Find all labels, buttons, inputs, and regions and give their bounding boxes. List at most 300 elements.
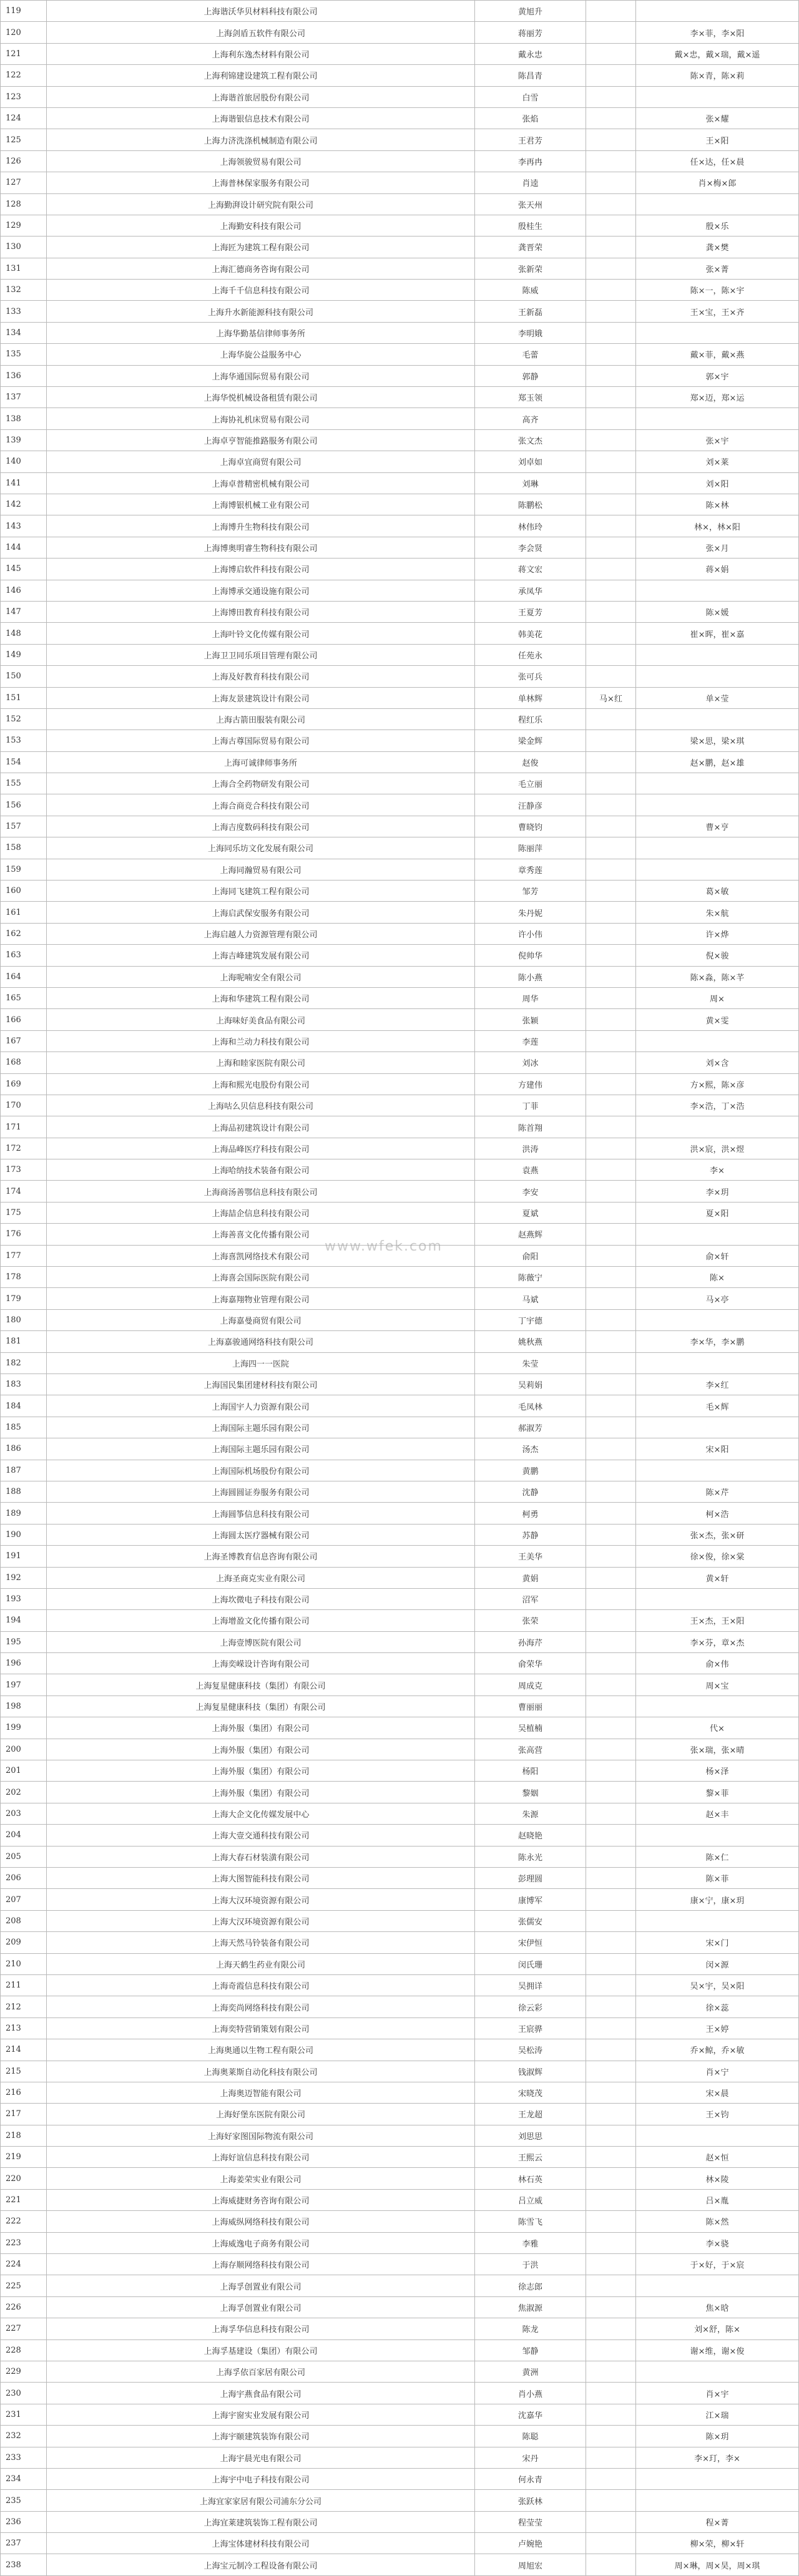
row-number: 162 xyxy=(1,923,47,944)
person-name: 刘卓如 xyxy=(475,451,586,472)
person-name: 吴拥详 xyxy=(475,1974,586,1996)
company-name: 上海奥通以生物工程有限公司 xyxy=(47,2039,475,2061)
company-name: 上海喜凯网络技术有限公司 xyxy=(47,1245,475,1266)
table-row xyxy=(1,1889,799,1910)
company-name: 上海圣商克实业有限公司 xyxy=(47,1567,475,1588)
extra-name xyxy=(586,1352,636,1373)
row-number: 229 xyxy=(1,2361,47,2382)
children-names: 徐×蕊 xyxy=(636,1996,799,2017)
table-row xyxy=(1,1009,799,1030)
company-name: 上海博启软件科技有限公司 xyxy=(47,559,475,580)
person-name: 陈雪飞 xyxy=(475,2211,586,2232)
row-number: 173 xyxy=(1,1159,47,1181)
row-number: 151 xyxy=(1,687,47,708)
company-name: 上海品峰医疗科技有限公司 xyxy=(47,1138,475,1159)
row-number: 186 xyxy=(1,1438,47,1460)
extra-name xyxy=(586,1202,636,1223)
table-row xyxy=(1,301,799,322)
company-name: 上海品初建筑设计有限公司 xyxy=(47,1116,475,1138)
person-name: 马斌 xyxy=(475,1288,586,1309)
row-number: 214 xyxy=(1,2039,47,2061)
row-number: 130 xyxy=(1,237,47,258)
company-name: 上海可诚律师事务所 xyxy=(47,751,475,773)
children-names: 张×杰，张×研 xyxy=(636,1524,799,1545)
table-row xyxy=(1,150,799,172)
table-row xyxy=(1,1996,799,2017)
company-name: 上海汇德商务咨询有限公司 xyxy=(47,258,475,279)
children-names: 刘×阳 xyxy=(636,472,799,494)
row-number: 176 xyxy=(1,1224,47,1245)
company-name: 上海国际主题乐园有限公司 xyxy=(47,1438,475,1460)
row-number: 150 xyxy=(1,666,47,687)
row-number: 135 xyxy=(1,344,47,365)
row-number: 188 xyxy=(1,1481,47,1502)
person-name: 柯勇 xyxy=(475,1503,586,1524)
row-number: 194 xyxy=(1,1610,47,1631)
children-names: 陈×一，陈×宇 xyxy=(636,280,799,301)
person-name: 彭理圆 xyxy=(475,1867,586,1888)
row-number: 155 xyxy=(1,773,47,794)
table-row xyxy=(1,215,799,236)
person-name: 陈昌青 xyxy=(475,65,586,86)
row-number: 124 xyxy=(1,107,47,129)
person-name: 张天州 xyxy=(475,193,586,215)
person-name: 邹芳 xyxy=(475,881,586,902)
row-number: 144 xyxy=(1,537,47,558)
person-name: 王熙云 xyxy=(475,2147,586,2168)
person-name: 俞荣华 xyxy=(475,1653,586,1674)
company-name: 上海孚创置业有限公司 xyxy=(47,2275,475,2296)
company-name: 上海好谊信息科技有限公司 xyxy=(47,2147,475,2168)
children-names: 俞×伟 xyxy=(636,1653,799,1674)
extra-name xyxy=(586,644,636,665)
company-name: 上海威捷财务咨询有限公司 xyxy=(47,2189,475,2210)
extra-name xyxy=(586,945,636,966)
children-names: 夏×阳 xyxy=(636,1202,799,1223)
extra-name xyxy=(586,2361,636,2382)
children-names xyxy=(636,1910,799,1931)
person-name: 白雪 xyxy=(475,86,586,107)
table-row xyxy=(1,2039,799,2061)
person-name: 郝淑芳 xyxy=(475,1417,586,1438)
row-number: 161 xyxy=(1,902,47,923)
person-name: 陈威 xyxy=(475,280,586,301)
company-name: 上海利东逸杰材料有限公司 xyxy=(47,43,475,64)
company-name: 上海同乐坊文化发展有限公司 xyxy=(47,837,475,859)
company-name: 上海大汉环境资源有限公司 xyxy=(47,1889,475,1910)
table-row xyxy=(1,65,799,86)
table-row xyxy=(1,494,799,515)
row-number: 140 xyxy=(1,451,47,472)
person-name: 黎姻 xyxy=(475,1782,586,1803)
extra-name xyxy=(586,773,636,794)
extra-name xyxy=(586,1631,636,1652)
extra-name xyxy=(586,2296,636,2318)
company-name: 上海圆圆证券服务有限公司 xyxy=(47,1481,475,1502)
row-number: 202 xyxy=(1,1782,47,1803)
company-name: 上海宜莱建筑装饰工程有限公司 xyxy=(47,2511,475,2532)
table-row xyxy=(1,816,799,837)
company-name: 上海威逸电子商务有限公司 xyxy=(47,2232,475,2253)
children-names xyxy=(636,708,799,729)
children-names: 肖×宁 xyxy=(636,2061,799,2082)
company-name: 上海奕嵘设计咨询有限公司 xyxy=(47,1653,475,1674)
children-names: 徐×俊，徐×棠 xyxy=(636,1546,799,1567)
person-name: 杨阳 xyxy=(475,1760,586,1782)
company-name: 上海宇窗实业发展有限公司 xyxy=(47,2404,475,2425)
extra-name xyxy=(586,1846,636,1867)
children-names: 刘×含 xyxy=(636,1052,799,1073)
company-name: 上海博银机械工业有限公司 xyxy=(47,494,475,515)
company-name: 上海复星健康科技（集团）有限公司 xyxy=(47,1695,475,1717)
table-row xyxy=(1,708,799,729)
extra-name xyxy=(586,387,636,408)
person-name: 肖逵 xyxy=(475,172,586,193)
extra-name xyxy=(586,987,636,1008)
extra-name xyxy=(586,2211,636,2232)
person-name: 汤杰 xyxy=(475,1438,586,1460)
children-names: 朱×航 xyxy=(636,902,799,923)
extra-name xyxy=(586,537,636,558)
company-name: 上海坎微电子科技有限公司 xyxy=(47,1588,475,1609)
children-names xyxy=(636,2275,799,2296)
extra-name xyxy=(586,1782,636,1803)
person-name: 赵燕辉 xyxy=(475,1224,586,1245)
extra-name xyxy=(586,1760,636,1782)
row-number: 153 xyxy=(1,730,47,751)
person-name: 刘琳 xyxy=(475,472,586,494)
person-name: 李再冉 xyxy=(475,150,586,172)
children-names: 王×宝，王×齐 xyxy=(636,301,799,322)
company-name: 上海博田教育科技有限公司 xyxy=(47,601,475,622)
row-number: 143 xyxy=(1,515,47,537)
children-names: 李×玎，李× xyxy=(636,2447,799,2468)
table-row xyxy=(1,1095,799,1116)
company-name: 上海合商竞合科技有限公司 xyxy=(47,794,475,816)
children-names xyxy=(636,1,799,22)
person-name: 倪帅华 xyxy=(475,945,586,966)
row-number: 219 xyxy=(1,2147,47,2168)
extra-name xyxy=(586,451,636,472)
row-number: 123 xyxy=(1,86,47,107)
company-name: 上海古尊国际贸易有限公司 xyxy=(47,730,475,751)
company-name: 上海天然马铃装备有限公司 xyxy=(47,1932,475,1953)
person-name: 单林辉 xyxy=(475,687,586,708)
person-name: 王夏芳 xyxy=(475,601,586,622)
person-name: 蒋丽芳 xyxy=(475,22,586,43)
company-name: 上海谐沃华贝材料科技有限公司 xyxy=(47,1,475,22)
person-name: 吕立威 xyxy=(475,2189,586,2210)
company-name: 上海嘉曼商贸有限公司 xyxy=(47,1309,475,1330)
children-names: 吕×胤 xyxy=(636,2189,799,2210)
person-name: 苏静 xyxy=(475,1524,586,1545)
children-names: 柳×荣，柳×轩 xyxy=(636,2533,799,2554)
row-number: 120 xyxy=(1,22,47,43)
person-name: 曹晓钧 xyxy=(475,816,586,837)
extra-name xyxy=(586,1739,636,1760)
extra-name xyxy=(586,1116,636,1138)
table-row xyxy=(1,987,799,1008)
row-number: 236 xyxy=(1,2511,47,2532)
children-names xyxy=(636,1417,799,1438)
company-name: 上海谐首旅居股份有限公司 xyxy=(47,86,475,107)
row-number: 213 xyxy=(1,2017,47,2039)
person-name: 王龙超 xyxy=(475,2104,586,2125)
table-row xyxy=(1,43,799,64)
table-row xyxy=(1,794,799,816)
row-number: 203 xyxy=(1,1803,47,1824)
company-name: 上海喆企信息科技有限公司 xyxy=(47,1202,475,1223)
extra-name xyxy=(586,65,636,86)
row-number: 201 xyxy=(1,1760,47,1782)
row-number: 131 xyxy=(1,258,47,279)
extra-name xyxy=(586,2061,636,2082)
company-name: 上海华旋公益服务中心 xyxy=(47,344,475,365)
children-names: 肖×宇 xyxy=(636,2383,799,2404)
children-names: 闵×源 xyxy=(636,1953,799,1974)
table-row xyxy=(1,1674,799,1695)
company-name: 上海壹博医院有限公司 xyxy=(47,1631,475,1652)
company-name: 上海升水新能源科技有限公司 xyxy=(47,301,475,322)
children-names: 陈×淼，陈×芊 xyxy=(636,966,799,987)
company-name: 上海同飞建筑工程有限公司 xyxy=(47,881,475,902)
company-name: 上海勤湃设计研究院有限公司 xyxy=(47,193,475,215)
extra-name xyxy=(586,666,636,687)
extra-name xyxy=(586,515,636,537)
table-row xyxy=(1,1052,799,1073)
table-row xyxy=(1,2017,799,2039)
company-name: 上海协礼机床贸易有限公司 xyxy=(47,408,475,429)
company-name: 上海和睦家医院有限公司 xyxy=(47,1052,475,1073)
row-number: 149 xyxy=(1,644,47,665)
person-name: 高齐 xyxy=(475,408,586,429)
person-name: 姚秋燕 xyxy=(475,1331,586,1352)
person-name: 焦淑源 xyxy=(475,2296,586,2318)
children-names: 李×芬，章×杰 xyxy=(636,1631,799,1652)
children-names: 龚×樊 xyxy=(636,237,799,258)
children-names: 张×宇 xyxy=(636,429,799,451)
row-number: 159 xyxy=(1,859,47,880)
person-name: 陈聪 xyxy=(475,2426,586,2447)
table-row xyxy=(1,107,799,129)
children-names xyxy=(636,773,799,794)
table-row xyxy=(1,2082,799,2103)
company-name: 上海善喜文化传播有限公司 xyxy=(47,1224,475,1245)
table-row xyxy=(1,408,799,429)
extra-name xyxy=(586,494,636,515)
table-row xyxy=(1,902,799,923)
company-name: 上海奥迈智能有限公司 xyxy=(47,2082,475,2103)
extra-name xyxy=(586,1288,636,1309)
row-number: 119 xyxy=(1,1,47,22)
table-row xyxy=(1,2296,799,2318)
children-names: 葛×敏 xyxy=(636,881,799,902)
children-names xyxy=(636,2490,799,2511)
table-row xyxy=(1,945,799,966)
row-number: 222 xyxy=(1,2211,47,2232)
extra-name xyxy=(586,2554,636,2575)
person-name: 袁燕 xyxy=(475,1159,586,1181)
extra-name xyxy=(586,580,636,601)
row-number: 227 xyxy=(1,2318,47,2339)
extra-name xyxy=(586,1309,636,1330)
children-names: 戴×菲，戴×燕 xyxy=(636,344,799,365)
row-number: 192 xyxy=(1,1567,47,1588)
extra-name xyxy=(586,344,636,365)
children-names: 曹×亨 xyxy=(636,816,799,837)
company-name: 上海国际机场股份有限公司 xyxy=(47,1460,475,1481)
row-number: 223 xyxy=(1,2232,47,2253)
table-row xyxy=(1,387,799,408)
person-name: 张颖 xyxy=(475,1009,586,1030)
table-row xyxy=(1,1073,799,1095)
extra-name xyxy=(586,1653,636,1674)
company-name: 上海领骏贸易有限公司 xyxy=(47,150,475,172)
person-name: 刘思思 xyxy=(475,2125,586,2146)
person-name: 张跃林 xyxy=(475,2490,586,2511)
children-names: 殷×乐 xyxy=(636,215,799,236)
person-name: 章秀莲 xyxy=(475,859,586,880)
company-name: 上海外服（集团）有限公司 xyxy=(47,1782,475,1803)
extra-name xyxy=(586,923,636,944)
table-row xyxy=(1,193,799,215)
table-row xyxy=(1,1695,799,1717)
company-name: 上海大汉环境资源有限公司 xyxy=(47,1910,475,1931)
extra-name xyxy=(586,1073,636,1095)
extra-name xyxy=(586,708,636,729)
children-names: 梁×思，梁×琪 xyxy=(636,730,799,751)
person-name: 毛立丽 xyxy=(475,773,586,794)
extra-name xyxy=(586,1974,636,1996)
children-names: 周×宝 xyxy=(636,1674,799,1695)
extra-name xyxy=(586,1674,636,1695)
table-row xyxy=(1,2490,799,2511)
person-name: 黄旭升 xyxy=(475,1,586,22)
extra-name xyxy=(586,215,636,236)
table-row xyxy=(1,751,799,773)
table-row xyxy=(1,1546,799,1567)
company-name: 上海和华建筑工程有限公司 xyxy=(47,987,475,1008)
table-row xyxy=(1,1352,799,1373)
table-row xyxy=(1,881,799,902)
row-number: 160 xyxy=(1,881,47,902)
company-name: 上海嘉翔物业管理有限公司 xyxy=(47,1288,475,1309)
company-name: 上海威纵网络科技有限公司 xyxy=(47,2211,475,2232)
company-name: 上海孚基建设（集团）有限公司 xyxy=(47,2339,475,2361)
row-number: 127 xyxy=(1,172,47,193)
children-names: 黄×雯 xyxy=(636,1009,799,1030)
row-number: 171 xyxy=(1,1116,47,1138)
person-name: 陈永光 xyxy=(475,1846,586,1867)
row-number: 238 xyxy=(1,2554,47,2575)
row-number: 154 xyxy=(1,751,47,773)
table-row xyxy=(1,1438,799,1460)
person-name: 陈小燕 xyxy=(475,966,586,987)
children-names: 许×烨 xyxy=(636,923,799,944)
row-number: 178 xyxy=(1,1267,47,1288)
person-name: 朱丹妮 xyxy=(475,902,586,923)
company-name: 上海吉峰建筑发展有限公司 xyxy=(47,945,475,966)
person-name: 龚晋荣 xyxy=(475,237,586,258)
person-name: 毛蕾 xyxy=(475,344,586,365)
children-names: 张×菁 xyxy=(636,258,799,279)
person-name: 承凤华 xyxy=(475,580,586,601)
extra-name xyxy=(586,1417,636,1438)
row-number: 125 xyxy=(1,129,47,150)
children-names xyxy=(636,859,799,880)
table-row xyxy=(1,687,799,708)
extra-name xyxy=(586,172,636,193)
table-row xyxy=(1,2232,799,2253)
person-name: 郑玉领 xyxy=(475,387,586,408)
extra-name xyxy=(586,559,636,580)
extra-name xyxy=(586,1953,636,1974)
company-name: 上海喜会国际医院有限公司 xyxy=(47,1267,475,1288)
table-row xyxy=(1,1910,799,1931)
table-row xyxy=(1,365,799,386)
company-name: 上海嘉骏通网络科技有限公司 xyxy=(47,1331,475,1352)
table-row xyxy=(1,1138,799,1159)
company-name: 上海剑盾五软件有限公司 xyxy=(47,22,475,43)
table-row xyxy=(1,2404,799,2425)
company-name: 上海普林保家服务有限公司 xyxy=(47,172,475,193)
person-name: 徐云彩 xyxy=(475,1996,586,2017)
person-name: 张荣 xyxy=(475,1610,586,1631)
row-number: 157 xyxy=(1,816,47,837)
row-number: 181 xyxy=(1,1331,47,1352)
company-name: 上海存顺网络科技有限公司 xyxy=(47,2254,475,2275)
person-name: 张可兵 xyxy=(475,666,586,687)
table-row xyxy=(1,1181,799,1202)
company-name: 上海哈纳技术装备有限公司 xyxy=(47,1159,475,1181)
person-name: 朱莹 xyxy=(475,1352,586,1373)
person-name: 肖小燕 xyxy=(475,2383,586,2404)
table-row xyxy=(1,344,799,365)
row-number: 170 xyxy=(1,1095,47,1116)
children-names: 陈× xyxy=(636,1267,799,1288)
table-row xyxy=(1,1460,799,1481)
children-names xyxy=(636,1030,799,1051)
row-number: 136 xyxy=(1,365,47,386)
person-name: 何永青 xyxy=(475,2468,586,2489)
row-number: 207 xyxy=(1,1889,47,1910)
company-name: 上海宝体建材科技有限公司 xyxy=(47,2533,475,2554)
table-row xyxy=(1,1245,799,1266)
person-name: 丁宇德 xyxy=(475,1309,586,1330)
children-names: 刘×舒，陈× xyxy=(636,2318,799,2339)
extra-name xyxy=(586,966,636,987)
row-number: 164 xyxy=(1,966,47,987)
table-row xyxy=(1,1846,799,1867)
row-number: 182 xyxy=(1,1352,47,1373)
row-number: 152 xyxy=(1,708,47,729)
company-name: 上海好堡东医院有限公司 xyxy=(47,2104,475,2125)
row-number: 211 xyxy=(1,1974,47,1996)
children-names: 乔×鲸，乔×敏 xyxy=(636,2039,799,2061)
children-names: 李×浩，丁×浩 xyxy=(636,1095,799,1116)
table-row xyxy=(1,837,799,859)
company-name: 上海千千信息科技有限公司 xyxy=(47,280,475,301)
person-name: 张文杰 xyxy=(475,429,586,451)
extra-name xyxy=(586,258,636,279)
extra-name xyxy=(586,1717,636,1739)
row-number: 183 xyxy=(1,1374,47,1395)
extra-name xyxy=(586,1503,636,1524)
children-names: 毛×辉 xyxy=(636,1395,799,1417)
table-row xyxy=(1,623,799,644)
row-number: 172 xyxy=(1,1138,47,1159)
company-name: 上海孚依百家居有限公司 xyxy=(47,2361,475,2382)
